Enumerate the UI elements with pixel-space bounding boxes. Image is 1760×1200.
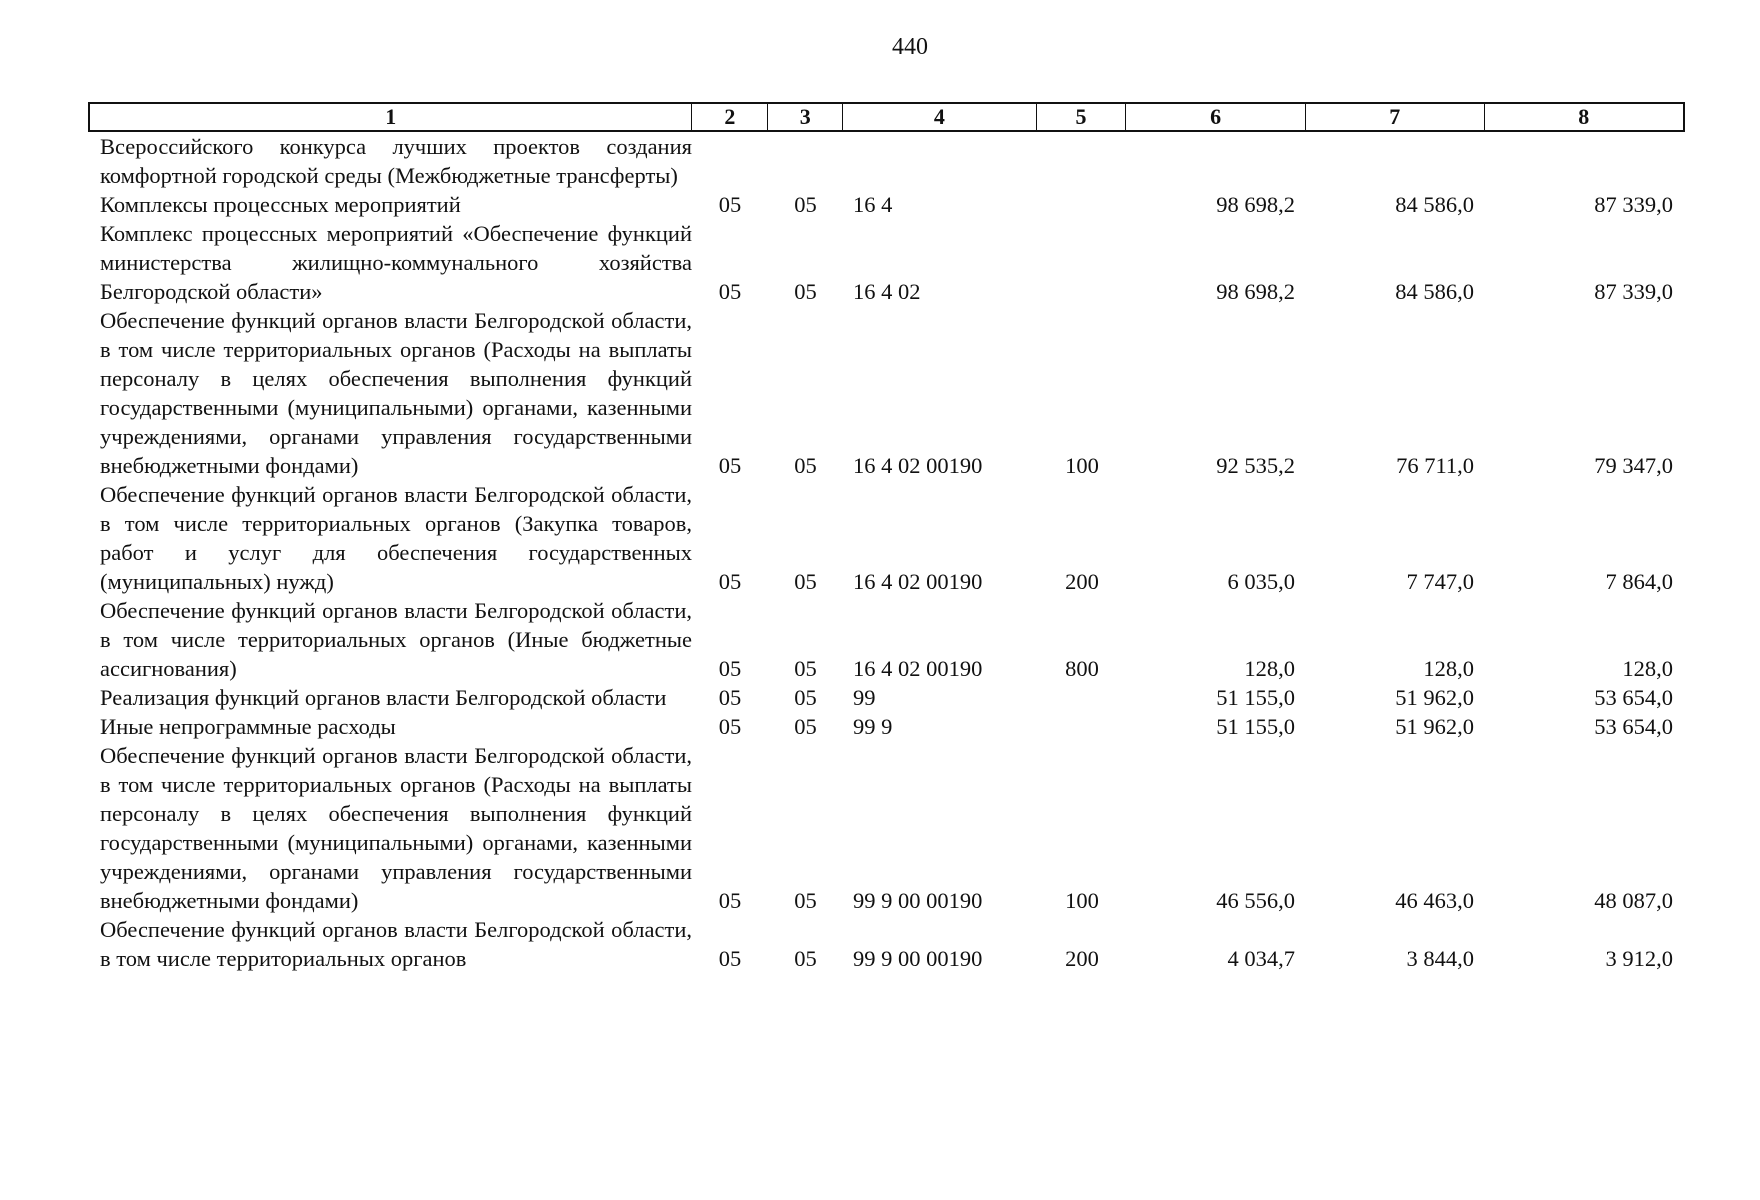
cell-col8: 87 339,0: [1594, 192, 1673, 217]
cell-col5: 200: [1065, 946, 1099, 971]
table-row: [88, 306, 1685, 480]
row-description: Обеспечение функций органов власти Белгородской области, в том числе территориальных органов (Закупка товаров, работ и услуг для обеспечения государственных (муниципальных) нужд): [100, 482, 692, 594]
column-header-7: 7: [1306, 104, 1485, 130]
cell-col4: 99 9 00 00190: [853, 946, 983, 971]
column-header-2: 2: [692, 104, 768, 130]
cell-col3: 05: [794, 685, 817, 710]
cell-col4: 16 4 02 00190: [853, 656, 983, 681]
table-row: [88, 596, 1685, 683]
cell-col2: 05: [718, 279, 742, 304]
cell-col7: 84 586,0: [1395, 192, 1474, 217]
column-header-4: 4: [843, 104, 1037, 130]
cell-col8: 7 864,0: [1605, 569, 1673, 594]
cell-col3: 05: [794, 888, 817, 913]
column-header-1: 1: [90, 104, 692, 130]
cell-col2: 05: [718, 192, 742, 217]
cell-col3: 05: [794, 192, 817, 217]
cell-col4: 99 9 00 00190: [853, 888, 983, 913]
table-header-row: [88, 102, 1685, 132]
cell-col5: 200: [1065, 569, 1099, 594]
page-number: 440: [892, 34, 928, 60]
cell-col6: 4 034,7: [1227, 946, 1295, 971]
row-description: Обеспечение функций органов власти Белгородской области, в том числе территориальных органов: [100, 917, 692, 971]
cell-col5: 100: [1065, 453, 1099, 478]
table-row: [88, 683, 1685, 712]
cell-col2: 05: [718, 569, 742, 594]
table-body: [88, 132, 1685, 973]
column-header-6: 6: [1126, 104, 1306, 130]
row-description: Реализация функций органов власти Белгородской области: [100, 685, 667, 710]
cell-col6: 46 556,0: [1216, 888, 1295, 913]
cell-col2: 05: [718, 714, 742, 739]
cell-col7: 51 962,0: [1395, 685, 1474, 710]
table-row: [88, 480, 1685, 596]
cell-col4: 16 4 02 00190: [853, 569, 983, 594]
cell-col2: 05: [718, 685, 742, 710]
cell-col8: 48 087,0: [1594, 888, 1673, 913]
row-description: Обеспечение функций органов власти Белгородской области, в том числе территориальных органов (Расходы на выплаты персоналу в целях обеспечения выполнения функций государственными (муниципальными) органами, казенными учреждениями, органами управления государственными внебюджетными фондами): [100, 743, 692, 913]
cell-col7: 51 962,0: [1395, 714, 1474, 739]
column-header-8: 8: [1578, 104, 1590, 129]
cell-col4: 16 4: [853, 192, 893, 217]
cell-col3: 05: [794, 279, 817, 304]
cell-col5: 100: [1065, 888, 1099, 913]
column-header-5: 5: [1037, 104, 1127, 130]
cell-col7: 7 747,0: [1406, 569, 1474, 594]
row-description: Обеспечение функций органов власти Белгородской области, в том числе территориальных органов (Иные бюджетные ассигнования): [100, 598, 692, 681]
row-description: Комплексы процессных мероприятий: [100, 192, 461, 217]
cell-col2: 05: [718, 888, 742, 913]
cell-col3: 05: [794, 946, 817, 971]
row-description: Иные непрограммные расходы: [100, 714, 396, 739]
cell-col8: 3 912,0: [1605, 946, 1673, 971]
cell-col8: 53 654,0: [1594, 714, 1673, 739]
cell-col6: 92 535,2: [1216, 453, 1295, 478]
cell-col3: 05: [794, 569, 817, 594]
table-row: [88, 190, 1685, 219]
row-description: Всероссийского конкурса лучших проектов создания комфортной городской среды (Межбюджетные трансферты): [100, 134, 692, 188]
cell-col8: 79 347,0: [1594, 453, 1673, 478]
cell-col6: 98 698,2: [1216, 279, 1295, 304]
cell-col8: 87 339,0: [1594, 279, 1673, 304]
row-description: Комплекс процессных мероприятий «Обеспечение функций министерства жилищно-коммунального хозяйства Белгородской области»: [100, 221, 692, 304]
cell-col7: 76 711,0: [1396, 453, 1474, 478]
column-header-3: 3: [768, 104, 843, 130]
cell-col7: 128,0: [1423, 656, 1474, 681]
table-row: [88, 219, 1685, 306]
cell-col4: 99 9: [853, 714, 893, 739]
cell-col7: 84 586,0: [1395, 279, 1474, 304]
cell-col6: 128,0: [1244, 656, 1295, 681]
cell-col4: 99: [853, 685, 876, 710]
cell-col2: 05: [718, 656, 742, 681]
row-description: Обеспечение функций органов власти Белгородской области, в том числе территориальных органов (Расходы на выплаты персоналу в целях обеспечения выполнения функций государственными (муниципальными) органами, казенными учреждениями, органами управления государственными внебюджетными фондами): [100, 308, 692, 478]
table-row: [88, 712, 1685, 741]
cell-col8: 53 654,0: [1594, 685, 1673, 710]
cell-col2: 05: [718, 946, 742, 971]
cell-col2: 05: [718, 453, 742, 478]
cell-col7: 3 844,0: [1406, 946, 1474, 971]
cell-col8: 128,0: [1622, 656, 1673, 681]
cell-col7: 46 463,0: [1395, 888, 1474, 913]
cell-col3: 05: [794, 656, 817, 681]
cell-col6: 98 698,2: [1216, 192, 1295, 217]
table-row: [88, 132, 1685, 190]
cell-col4: 16 4 02 00190: [853, 453, 983, 478]
cell-col3: 05: [794, 714, 817, 739]
table-row: [88, 915, 1685, 973]
cell-col6: 51 155,0: [1216, 685, 1295, 710]
table-row: [88, 741, 1685, 915]
cell-col3: 05: [794, 453, 817, 478]
cell-col6: 51 155,0: [1216, 714, 1295, 739]
cell-col5: 800: [1065, 656, 1099, 681]
cell-col4: 16 4 02: [853, 279, 921, 304]
cell-col6: 6 035,0: [1227, 569, 1295, 594]
